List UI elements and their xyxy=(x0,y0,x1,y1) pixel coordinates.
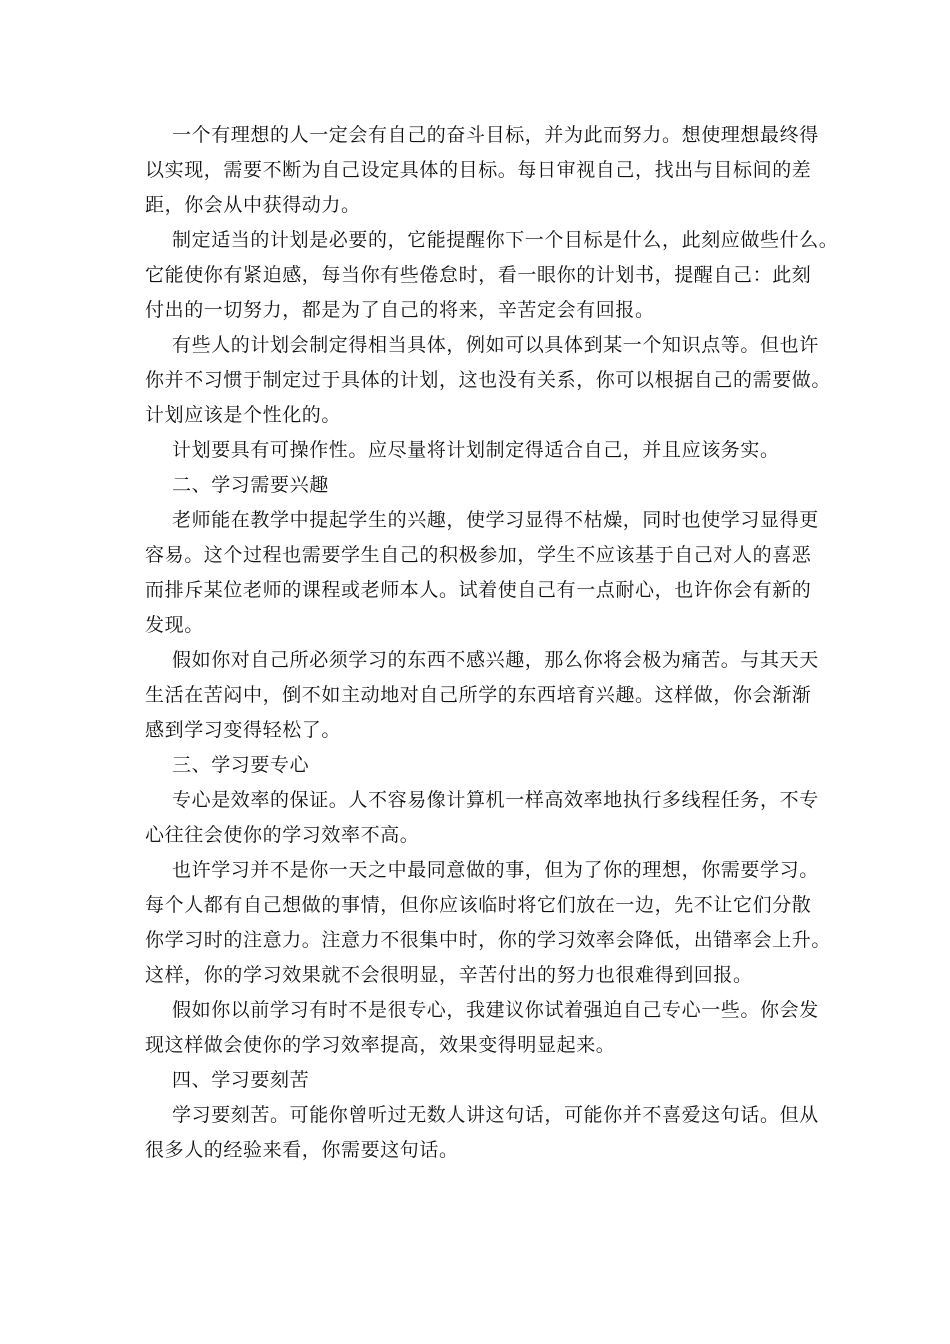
paragraph-line: 老师能在教学中提起学生的兴趣，使学习显得不枯燥，同时也使学习显得更 xyxy=(172,509,819,531)
paragraph-line: 一个有理想的人一定会有自己的奋斗目标，并为此而努力。想使理想最终得 xyxy=(172,124,819,146)
paragraph-line: 这样，你的学习效果就不会很明显，辛苦付出的努力也很难得到回报。 xyxy=(145,964,753,986)
paragraph-line: 你学习时的注意力。注意力不很集中时，你的学习效率会降低，出错率会上升。 xyxy=(145,929,832,951)
paragraph-line: 现这样做会使你的学习效率提高，效果变得明显起来。 xyxy=(145,1034,616,1056)
paragraph-line: 假如你以前学习有时不是很专心，我建议你试着强迫自己专心一些。你会发 xyxy=(172,999,819,1021)
paragraph-line: 心往往会使你的学习效率不高。 xyxy=(145,824,420,846)
paragraph-line: 感到学习变得轻松了。 xyxy=(145,719,342,741)
paragraph-line: 有些人的计划会制定得相当具体，例如可以具体到某一个知识点等。但也许 xyxy=(172,334,819,356)
paragraph-line: 专心是效率的保证。人不容易像计算机一样高效率地执行多线程任务，不专 xyxy=(172,789,819,811)
paragraph-line: 而排斥某位老师的课程或老师本人。试着使自己有一点耐心，也许你会有新的 xyxy=(145,579,812,601)
paragraph-line: 也许学习并不是你一天之中最同意做的事，但为了你的理想，你需要学习。 xyxy=(172,859,819,881)
paragraph-line: 每个人都有自己想做的事情，但你应该临时将它们放在一边，先不让它们分散 xyxy=(145,894,812,916)
paragraph-line: 付出的一切努力，都是为了自己的将来，辛苦定会有回报。 xyxy=(145,299,655,321)
paragraph-line: 计划要具有可操作性。应尽量将计划制定得适合自己，并且应该务实。 xyxy=(172,439,780,461)
paragraph-line: 以实现，需要不断为自己设定具体的目标。每日审视自己，找出与目标间的差 xyxy=(145,159,812,181)
paragraph-line: 它能使你有紧迫感，每当你有些倦怠时，看一眼你的计划书，提醒自己：此刻 xyxy=(145,264,812,286)
paragraph-line: 生活在苦闷中，倒不如主动地对自己所学的东西培育兴趣。这样做，你会渐渐 xyxy=(145,684,812,706)
paragraph-line: 容易。这个过程也需要学生自己的积极参加，学生不应该基于自己对人的喜恶 xyxy=(145,544,812,566)
paragraph-line: 很多人的经验来看，你需要这句话。 xyxy=(145,1139,459,1161)
paragraph-line: 距，你会从中获得动力。 xyxy=(145,194,361,216)
paragraph-line: 发现。 xyxy=(145,614,204,636)
paragraph-line: 计划应该是个性化的。 xyxy=(145,404,342,426)
paragraph-line: 学习要刻苦。可能你曾听过无数人讲这句话，可能你并不喜爱这句话。但从 xyxy=(172,1104,819,1126)
paragraph-line: 制定适当的计划是必要的，它能提醒你下一个目标是什么，此刻应做些什么。 xyxy=(172,229,839,251)
paragraph-line: 你并不习惯于制定过于具体的计划，这也没有关系，你可以根据自己的需要做。 xyxy=(145,369,832,391)
section-heading: 二、学习需要兴趣 xyxy=(172,474,329,496)
section-heading: 三、学习要专心 xyxy=(172,754,310,776)
section-heading: 四、学习要刻苦 xyxy=(172,1069,310,1091)
document-body xyxy=(145,118,839,1168)
paragraph-line: 假如你对自己所必须学习的东西不感兴趣，那么你将会极为痛苦。与其天天 xyxy=(172,649,819,671)
